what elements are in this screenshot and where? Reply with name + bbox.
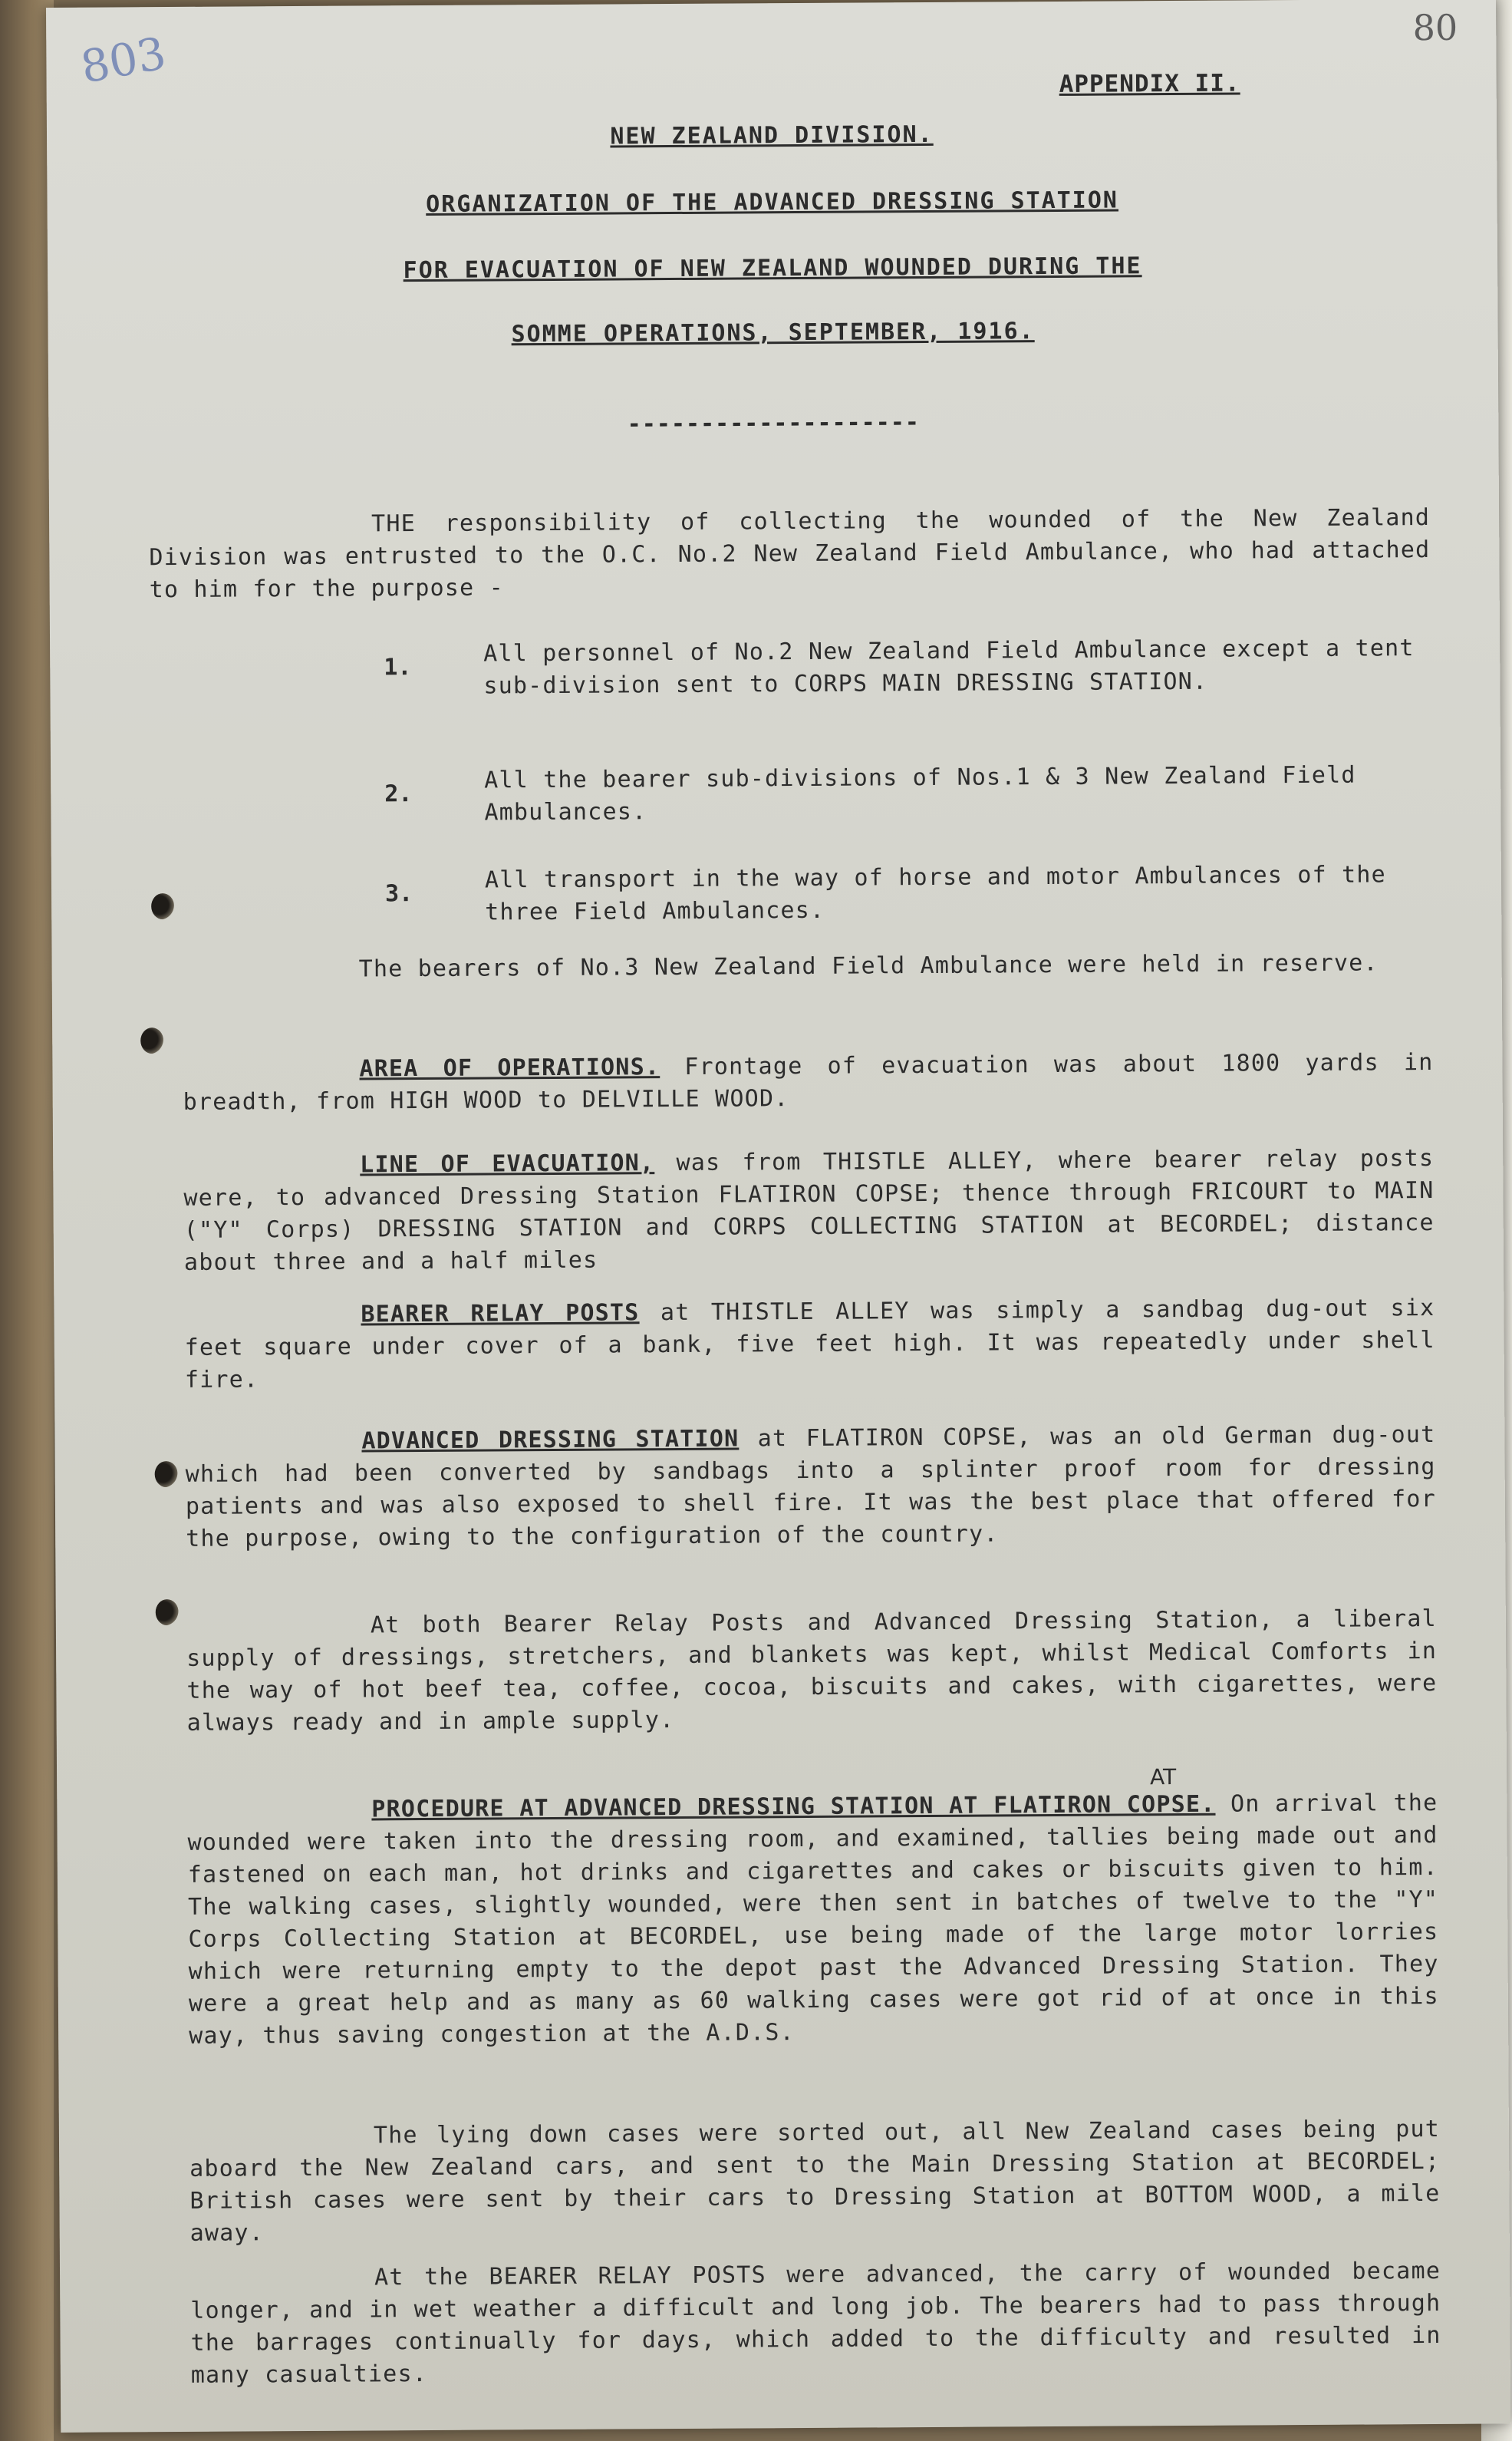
- handwritten-insertion: AT: [1150, 1764, 1177, 1790]
- punch-hole: [140, 1028, 163, 1054]
- item-number: 2.: [384, 780, 413, 808]
- item-text: All transport in the way of horse and motor Ambulances of the three Field Ambulances.: [484, 861, 1386, 926]
- ads-text: at FLATIRON COPSE, was an old German dug-out which had been converted by sandbags into a splinter proof room for dressing patients and was also exposed to shell fire. It was the best place that offered for the purpose, owing to the configuration of the country.: [185, 1420, 1437, 1552]
- heading-division: NEW ZEALAND DIVISION.: [610, 120, 934, 150]
- intro-paragraph: THE responsibility of collecting the wounded of the New Zealand Division was entrusted to the O.C. No.2 New Zealand Field Ambulance, who had attached to him for the purpose -: [149, 503, 1431, 604]
- reserve-paragraph: The bearers of No.3 New Zealand Field Ambulance were held in reserve.: [358, 949, 1379, 983]
- relay-heading: BEARER RELAY POSTS: [361, 1299, 640, 1328]
- desk-background: [0, 0, 54, 2441]
- heading-organization: ORGANIZATION OF THE ADVANCED DRESSING STATION: [426, 186, 1119, 218]
- heading-evacuation: FOR EVACUATION OF NEW ZEALAND WOUNDED DURING THE: [403, 252, 1142, 285]
- area-heading: AREA OF OPERATIONS.: [359, 1054, 660, 1083]
- punch-hole: [151, 893, 174, 919]
- punch-hole: [156, 1599, 179, 1625]
- final-paragraph: At the BEARER RELAY POSTS were advanced, the carry of wounded became longer, and in wet weather a difficult and long job. The bearers had to pass through the barrages continually for days, which added to the difficulty and resulted in many casualties.: [190, 2257, 1441, 2389]
- line-text: was from THISTLE ALLEY, where bearer relay posts were, to advanced Dressing Station FLATIRON COPSE; thence through FRICOURT to MAIN ("Y" Corps) DRESSING STATION and CORPS COLLECTING STATION at BECORDEL; distance about three and a half miles: [183, 1144, 1435, 1276]
- separator: --------------------: [627, 409, 921, 438]
- area-text: Frontage of evacuation was about 1800 yards in breadth, from HIGH WOOD to DELVILLE WOOD.: [183, 1048, 1434, 1116]
- line-heading: LINE OF EVACUATION,: [360, 1150, 655, 1179]
- punch-hole: [155, 1461, 178, 1487]
- appendix-label: APPENDIX II.: [1059, 69, 1240, 98]
- ads-paragraph: [185, 1419, 1436, 1555]
- line-paragraph: [183, 1143, 1435, 1279]
- document-page: [46, 0, 1510, 2433]
- item-number: 3.: [384, 880, 413, 908]
- item-text: All the bearer sub-divisions of Nos.1 & 3 New Zealand Field Ambulances.: [484, 761, 1356, 826]
- procedure-heading: PROCEDURE AT ADVANCED DRESSING STATION AT FLATIRON COPSE.: [371, 1790, 1216, 1823]
- handwritten-folio-number: 803: [77, 26, 170, 94]
- area-paragraph: [183, 1047, 1433, 1119]
- procedure-paragraph: [187, 1787, 1439, 2053]
- ads-heading: ADVANCED DRESSING STATION: [361, 1425, 740, 1455]
- procedure-text: On arrival the wounded were taken into the dressing room, and examined, tallies being made out and fastened on each man, hot drinks and cigarettes and cakes or biscuits given to him. The walking cases, slightly wounded, were then sent in batches of twelve to the "Y" Corps Collecting Station at BECORDEL, use being made of the large motor lorries which were returning empty to the depot past the Advanced Dressing Station. They were a great help and as many as 60 walking cases were got rid of at once in this way, thus saving congestion at the A.D.S.: [187, 1789, 1439, 2050]
- page-number: 80: [1412, 6, 1458, 49]
- relay-paragraph: [184, 1292, 1435, 1397]
- lying-paragraph: The lying down cases were sorted out, all New Zealand cases being put aboard the New Zealand cars, and sent to the Main Dressing Station at BECORDEL; British cases were sent by their cars to Dressing Station at BOTTOM WOOD, a mile away.: [189, 2115, 1441, 2247]
- relay-text: at THISTLE ALLEY was simply a sandbag dug-out six feet square under cover of a bank, five feet high. It was repeatedly under shell fire.: [184, 1294, 1435, 1394]
- heading-somme: SOMME OPERATIONS, SEPTEMBER, 1916.: [511, 318, 1035, 348]
- item-text: All personnel of No.2 New Zealand Field Ambulance except a tent sub-division sent to CORPS MAIN DRESSING STATION.: [483, 635, 1415, 700]
- item-number: 1.: [384, 654, 412, 681]
- supply-paragraph: At both Bearer Relay Posts and Advanced Dressing Station, a liberal supply of dressings, stretchers, and blankets was kept, whilst Medical Comforts in the way of hot beef tea, coffee, cocoa, biscuits and cakes, with cigarettes, were always ready and in ample supply.: [186, 1605, 1438, 1737]
